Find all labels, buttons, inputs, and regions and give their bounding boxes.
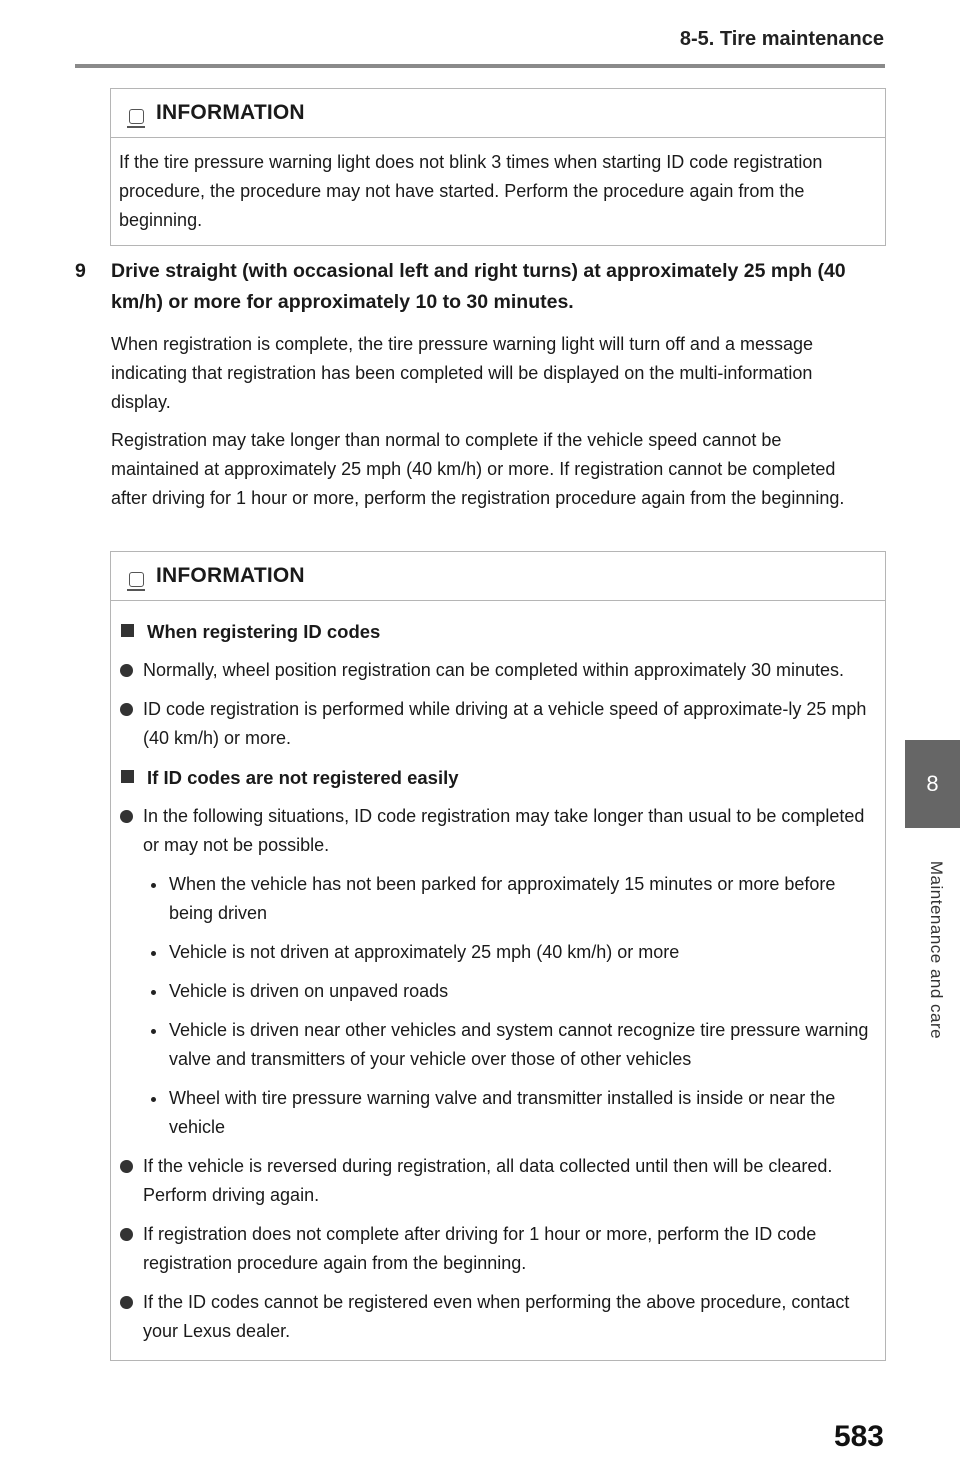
list-item (119, 1152, 875, 1210)
sub-list-item-text: Vehicle is driven near other vehicles and system cannot recognize tire pressure warning valve and transmitters of your vehicle over those of other vehicles (169, 1020, 869, 1069)
small-bullet-icon (151, 990, 156, 995)
small-bullet-icon (151, 1097, 156, 1102)
small-bullet-icon (151, 951, 156, 956)
round-bullet-icon (120, 810, 133, 823)
sub-list-item-text: When the vehicle has not been parked for approximately 15 minutes or more before being driven (169, 874, 836, 923)
round-bullet-icon (120, 1296, 133, 1309)
information-icon (129, 109, 144, 124)
information-header (111, 89, 885, 138)
list-item-text: In the following situations, ID code registration may take longer than usual to be completed or may not be possible. (143, 806, 865, 855)
round-bullet-icon (120, 1160, 133, 1173)
information-box-1 (110, 88, 886, 246)
subheading-text: If ID codes are not registered easily (147, 767, 459, 788)
sub-list-item (119, 870, 875, 928)
list-item-text: Normally, wheel position registration can be completed within approximately 30 minutes. (143, 660, 845, 680)
list-item-text: If the ID codes cannot be registered even when performing the above procedure, contact your Lexus dealer. (143, 1292, 850, 1341)
small-bullet-icon (151, 1029, 156, 1034)
subheading-text: When registering ID codes (147, 621, 381, 642)
list-item (119, 1288, 875, 1346)
section-title: 8-5. Tire maintenance (679, 28, 884, 50)
sub-list-item-text: Wheel with tire pressure warning valve and transmitter installed is inside or near the vehicle (169, 1088, 836, 1137)
header-rule (75, 64, 885, 68)
round-bullet-icon (120, 703, 133, 716)
sub-list-item (119, 977, 875, 1006)
chapter-number: 8 (926, 771, 939, 796)
list-item (119, 656, 875, 685)
sub-list-item (119, 1016, 875, 1074)
sub-list-item (119, 938, 875, 967)
list-item (119, 1220, 875, 1278)
subheading-not-registered (119, 763, 875, 792)
page-number: 583 (833, 1420, 884, 1453)
subheading-registering (119, 617, 875, 646)
list-item (119, 802, 875, 860)
information-icon (129, 572, 144, 587)
step-text: Drive straight (with occasional left and right turns) at approximately 25 mph (40 km/h) or more for approximately 10 to 30 minutes. (111, 260, 846, 313)
square-bullet-icon (121, 770, 134, 783)
list-item-text: If the vehicle is reversed during registration, all data collected until then will be cleared. Perform driving again. (143, 1156, 833, 1205)
information-body (111, 601, 885, 1360)
step-number: 9 (75, 260, 86, 282)
sub-list-item-text: Vehicle is driven on unpaved roads (169, 981, 449, 1001)
round-bullet-icon (120, 1228, 133, 1241)
information-title: INFORMATION (156, 564, 305, 587)
information-text: If the tire pressure warning light does not blink 3 times when starting ID code registration procedure, the procedure may not have started. Perform the procedure again from the beginning. (119, 152, 823, 230)
sub-list-item-text: Vehicle is not driven at approximately 25 mph (40 km/h) or more (169, 942, 680, 962)
sub-list-item (119, 1084, 875, 1142)
list-item-text: ID code registration is performed while driving at a vehicle speed of approximate-ly 25 mph (40 km/h) or more. (143, 699, 867, 748)
paragraph-registration-complete: When registration is complete, the tire pressure warning light will turn off and a message indicating that registration has been completed will be displayed on the multi-information display. (111, 334, 814, 412)
list-item-text: If registration does not complete after driving for 1 hour or more, perform the ID code registration procedure again from the beginning. (143, 1224, 817, 1273)
small-bullet-icon (151, 883, 156, 888)
information-header (111, 552, 885, 601)
information-title: INFORMATION (156, 101, 305, 124)
paragraph-registration-time: Registration may take longer than normal to complete if the vehicle speed cannot be maintained at approximately 25 mph (40 km/h) or more. If registration cannot be completed after driving for 1 hour or more, perform the registration procedure again from the beginning. (111, 430, 845, 508)
square-bullet-icon (121, 624, 134, 637)
list-item (119, 695, 875, 753)
chapter-label: Maintenance and care (927, 860, 946, 1040)
step-9 (75, 256, 865, 318)
chapter-tab (905, 740, 960, 828)
information-box-2 (110, 551, 886, 1361)
round-bullet-icon (120, 664, 133, 677)
